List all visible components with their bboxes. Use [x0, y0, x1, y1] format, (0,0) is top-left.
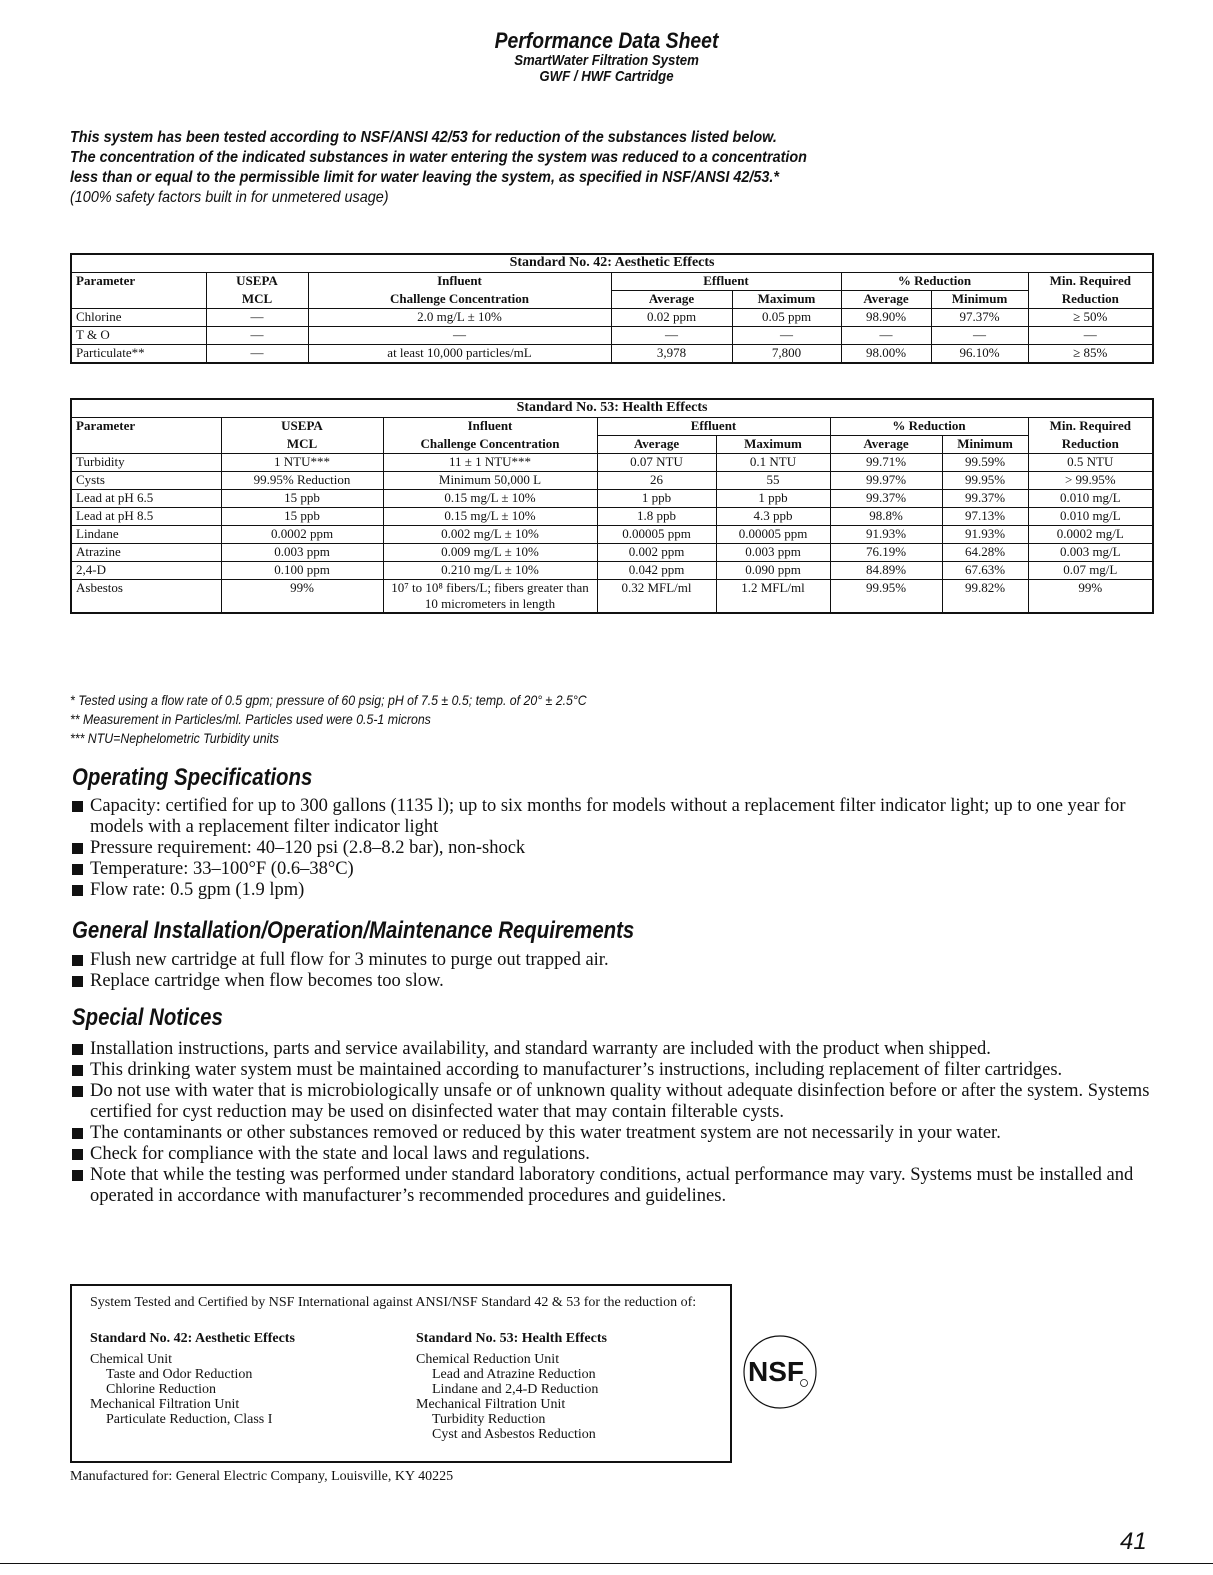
- bullet-text: Flush new cartridge at full flow for 3 minutes to purge out trapped air.: [90, 950, 609, 970]
- cert-line: Chemical Reduction Unit: [416, 1352, 560, 1367]
- bullet-icon: [72, 801, 83, 812]
- table-cell: Minimum 50,000 L: [383, 472, 597, 490]
- header-maximum: Maximum: [732, 291, 841, 309]
- table-cell: 0.042 ppm: [597, 562, 716, 580]
- table-cell: 96.10%: [931, 345, 1028, 364]
- table-cell: 2.0 mg/L ± 10%: [308, 309, 611, 327]
- bullet-text: Capacity: certified for up to 300 gallons (1135 l); up to six months for models without a replacement filter indicator light; up to one year for models with a replacement filter indicator light: [90, 796, 1126, 837]
- cert-line: Lead and Atrazine Reduction: [432, 1367, 596, 1382]
- table-53-body: [71, 454, 1153, 614]
- table-cell: 99.95%: [942, 472, 1028, 490]
- table-cell: 3,978: [611, 345, 732, 364]
- row-parameter: Turbidity: [71, 454, 221, 472]
- table-cell: 0.100 ppm: [221, 562, 383, 580]
- table-row: [71, 454, 1153, 472]
- bullet-item: [70, 1039, 1160, 1060]
- bullet-item: [70, 796, 1160, 838]
- table-cell: 99%: [1028, 580, 1153, 614]
- bullet-icon: [72, 1086, 83, 1097]
- nsf-logo: [742, 1334, 818, 1410]
- bullet-item: [70, 859, 1160, 880]
- bullet-icon: [72, 1044, 83, 1055]
- table-cell: —: [1028, 327, 1153, 345]
- table-cell: 1 ppb: [716, 490, 830, 508]
- header-challenge: Challenge Concentration: [308, 291, 611, 309]
- bullet-item: [70, 1060, 1160, 1081]
- header-influent: Influent: [383, 418, 597, 436]
- standard-42-table: [70, 253, 1154, 364]
- table-cell: 0.0002 mg/L: [1028, 526, 1153, 544]
- cert-line: Chemical Unit: [90, 1352, 173, 1367]
- cert-line: Chlorine Reduction: [106, 1382, 217, 1397]
- header-average: Average: [597, 436, 716, 454]
- table-cell: 99.71%: [830, 454, 942, 472]
- intro-line: The concentration of the indicated substances in water entering the system was reduced to a concentration: [70, 149, 807, 166]
- table-42-body: [71, 309, 1153, 364]
- bullet-icon: [72, 1170, 83, 1181]
- footnote: ** Measurement in Particles/ml. Particles used were 0.5-1 microns: [70, 711, 431, 727]
- cert-line: Particulate Reduction, Class I: [106, 1412, 273, 1427]
- table-row: [71, 309, 1153, 327]
- table-cell: 98.8%: [830, 508, 942, 526]
- bullet-text: Flow rate: 0.5 gpm (1.9 lpm): [90, 880, 305, 900]
- nsf-logo-text: NSF: [748, 1356, 804, 1387]
- table-cell: 64.28%: [942, 544, 1028, 562]
- table-cell: 0.00005 ppm: [716, 526, 830, 544]
- bullet-icon: [72, 955, 83, 966]
- table-cell: 98.90%: [841, 309, 931, 327]
- header-maximum: Maximum: [716, 436, 830, 454]
- header-average: Average: [830, 436, 942, 454]
- header-min-required: Min. Required: [1028, 273, 1153, 291]
- table-cell: 91.93%: [830, 526, 942, 544]
- table-cell: 1.2 MFL/ml: [716, 580, 830, 614]
- footnote: * Tested using a flow rate of 0.5 gpm; pressure of 60 psig; pH of 7.5 ± 0.5; temp. of 20° ± 2.5°C: [70, 692, 587, 708]
- intro-text: [70, 128, 1170, 208]
- cert-line: Turbidity Reduction: [432, 1412, 546, 1427]
- table-cell: 0.003 mg/L: [1028, 544, 1153, 562]
- table-cell: 99.95% Reduction: [221, 472, 383, 490]
- table-cell: 4.3 ppb: [716, 508, 830, 526]
- table-cell: 76.19%: [830, 544, 942, 562]
- table-cell: 0.15 mg/L ± 10%: [383, 508, 597, 526]
- cert-line: Cyst and Asbestos Reduction: [432, 1427, 596, 1442]
- bullet-item: [70, 950, 1160, 971]
- row-parameter: Atrazine: [71, 544, 221, 562]
- table-cell: 0.07 mg/L: [1028, 562, 1153, 580]
- table-cell: —: [206, 327, 308, 345]
- certification-box: [70, 1284, 732, 1463]
- special-notices-list: [70, 1039, 1160, 1207]
- bullet-text: The contaminants or other substances removed or reduced by this water treatment system are not necessarily in your water.: [90, 1123, 1001, 1143]
- table-cell: 10⁷ to 10⁸ fibers/L; fibers greater than 10 micrometers in length: [383, 580, 597, 614]
- header-reduction: % Reduction: [830, 418, 1028, 436]
- table-cell: > 99.95%: [1028, 472, 1153, 490]
- table-cell: 0.003 ppm: [221, 544, 383, 562]
- table-cell: 0.32 MFL/ml: [597, 580, 716, 614]
- table-cell: 0.009 mg/L ± 10%: [383, 544, 597, 562]
- header-reduction: % Reduction: [841, 273, 1028, 291]
- table-cell: 99.37%: [830, 490, 942, 508]
- table-cell: —: [206, 309, 308, 327]
- bullet-icon: [72, 843, 83, 854]
- table-cell: 99.97%: [830, 472, 942, 490]
- bullet-item: [70, 1144, 1160, 1165]
- bullet-text: Do not use with water that is microbiologically unsafe or of unknown quality without adequate disinfection before or after the system. Systems certified for cyst reduction may be used on disinfected water that may contain filterable cysts.: [90, 1081, 1150, 1122]
- header-reduction-word: Reduction: [1028, 436, 1153, 454]
- table-cell: —: [931, 327, 1028, 345]
- bullet-text: Check for compliance with the state and local laws and regulations.: [90, 1144, 590, 1164]
- table-cell: 55: [716, 472, 830, 490]
- bullet-icon: [72, 864, 83, 875]
- special-notices-heading: Special Notices: [72, 1004, 223, 1031]
- bullet-icon: [72, 885, 83, 896]
- bullet-item: [70, 971, 1160, 992]
- table-cell: 99.82%: [942, 580, 1028, 614]
- bullet-icon: [72, 1128, 83, 1139]
- header-mcl: MCL: [206, 291, 308, 309]
- table-cell: —: [308, 327, 611, 345]
- table-cell: 0.5 NTU: [1028, 454, 1153, 472]
- table-title: Standard No. 53: Health Effects: [71, 399, 1153, 418]
- cert-line: Mechanical Filtration Unit: [416, 1397, 566, 1412]
- footnotes: [70, 691, 657, 748]
- operating-specifications-list: [70, 796, 1160, 901]
- bullet-item: [70, 1081, 1160, 1123]
- footnote: *** NTU=Nephelometric Turbidity units: [70, 730, 279, 746]
- table-cell: 0.010 mg/L: [1028, 508, 1153, 526]
- table-cell: 0.010 mg/L: [1028, 490, 1153, 508]
- bullet-text: This drinking water system must be maintained according to manufacturer’s instructions, including replacement of filter cartridges.: [90, 1060, 1063, 1080]
- table-cell: 0.05 ppm: [732, 309, 841, 327]
- table-cell: ≥ 50%: [1028, 309, 1153, 327]
- table-row: [71, 327, 1153, 345]
- intro-note: (100% safety factors built in for unmetered usage): [70, 189, 389, 206]
- table-cell: 0.1 NTU: [716, 454, 830, 472]
- row-parameter: Chlorine: [71, 309, 206, 327]
- bullet-text: Replace cartridge when flow becomes too slow.: [90, 971, 444, 991]
- table-cell: 91.93%: [942, 526, 1028, 544]
- table-cell: 97.13%: [942, 508, 1028, 526]
- table-cell: 0.0002 ppm: [221, 526, 383, 544]
- header-challenge: Challenge Concentration: [383, 436, 597, 454]
- page-subtitle-cartridge: GWF / HWF Cartridge: [539, 68, 674, 85]
- bullet-icon: [72, 976, 83, 987]
- bullet-text: Installation instructions, parts and service availability, and standard warranty are included with the product when shipped.: [90, 1039, 991, 1059]
- intro-line: less than or equal to the permissible limit for water leaving the system, as specified in NSF/ANSI 42/53.*: [70, 169, 780, 186]
- bullet-item: [70, 838, 1160, 859]
- table-cell: ≥ 85%: [1028, 345, 1153, 364]
- table-cell: 97.37%: [931, 309, 1028, 327]
- table-cell: —: [841, 327, 931, 345]
- bottom-rule: [0, 1563, 1213, 1564]
- table-row: [71, 562, 1153, 580]
- table-cell: 99%: [221, 580, 383, 614]
- table-cell: 15 ppb: [221, 490, 383, 508]
- cert-line: Mechanical Filtration Unit: [90, 1397, 240, 1412]
- header-average: Average: [841, 291, 931, 309]
- bullet-text: Pressure requirement: 40–120 psi (2.8–8.2 bar), non-shock: [90, 838, 526, 858]
- table-row: [71, 544, 1153, 562]
- table-row: [71, 580, 1153, 614]
- table-title: Standard No. 42: Aesthetic Effects: [71, 254, 1153, 273]
- row-parameter: Particulate**: [71, 345, 206, 364]
- row-parameter: T & O: [71, 327, 206, 345]
- header-effluent: Effluent: [597, 418, 830, 436]
- table-cell: —: [732, 327, 841, 345]
- header-min-required: Min. Required: [1028, 418, 1153, 436]
- page-subtitle: SmartWater Filtration System: [514, 52, 699, 69]
- cert-right-heading: Standard No. 53: Health Effects: [416, 1331, 607, 1346]
- header-usepa: USEPA: [206, 273, 308, 291]
- cert-line: Taste and Odor Reduction: [106, 1367, 253, 1382]
- table-cell: 99.95%: [830, 580, 942, 614]
- table-cell: 0.210 mg/L ± 10%: [383, 562, 597, 580]
- table-cell: 26: [597, 472, 716, 490]
- table-cell: 84.89%: [830, 562, 942, 580]
- bullet-item: [70, 880, 1160, 901]
- page-header: [0, 30, 1213, 84]
- table-cell: 0.002 mg/L ± 10%: [383, 526, 597, 544]
- row-parameter: Lead at pH 6.5: [71, 490, 221, 508]
- standard-53-table: [70, 398, 1154, 614]
- cert-line: Lindane and 2,4-D Reduction: [432, 1382, 599, 1397]
- table-row: [71, 508, 1153, 526]
- header-reduction-word: Reduction: [1028, 291, 1153, 309]
- intro-line: This system has been tested according to NSF/ANSI 42/53 for reduction of the substances listed below.: [70, 129, 777, 146]
- table-cell: 7,800: [732, 345, 841, 364]
- cert-intro: System Tested and Certified by NSF International against ANSI/NSF Standard 42 & 53 for the reduction of:: [90, 1295, 697, 1310]
- table-cell: 11 ± 1 NTU***: [383, 454, 597, 472]
- table-cell: 1.8 ppb: [597, 508, 716, 526]
- table-cell: 1 NTU***: [221, 454, 383, 472]
- table-cell: 15 ppb: [221, 508, 383, 526]
- general-requirements-list: [70, 950, 1160, 992]
- bullet-icon: [72, 1149, 83, 1160]
- row-parameter: Lindane: [71, 526, 221, 544]
- header-average: Average: [611, 291, 732, 309]
- operating-specifications-heading: Operating Specifications: [72, 764, 313, 791]
- table-cell: —: [611, 327, 732, 345]
- table-cell: 0.090 ppm: [716, 562, 830, 580]
- header-influent: Influent: [308, 273, 611, 291]
- table-cell: 98.00%: [841, 345, 931, 364]
- bullet-item: [70, 1123, 1160, 1144]
- table-cell: 1 ppb: [597, 490, 716, 508]
- bullet-text: Temperature: 33–100°F (0.6–38°C): [90, 859, 354, 879]
- table-row: [71, 472, 1153, 490]
- header-usepa: USEPA: [221, 418, 383, 436]
- bullet-icon: [72, 1065, 83, 1076]
- row-parameter: Cysts: [71, 472, 221, 490]
- header-effluent: Effluent: [611, 273, 841, 291]
- table-cell: 99.37%: [942, 490, 1028, 508]
- table-cell: 0.07 NTU: [597, 454, 716, 472]
- header-mcl: MCL: [221, 436, 383, 454]
- table-cell: at least 10,000 particles/mL: [308, 345, 611, 364]
- header-minimum: Minimum: [942, 436, 1028, 454]
- table-cell: —: [206, 345, 308, 364]
- table-cell: 67.63%: [942, 562, 1028, 580]
- header-minimum: Minimum: [931, 291, 1028, 309]
- table-row: [71, 526, 1153, 544]
- table-cell: 0.002 ppm: [597, 544, 716, 562]
- table-row: [71, 345, 1153, 364]
- bullet-item: [70, 1165, 1160, 1207]
- page-title: Performance Data Sheet: [494, 28, 719, 53]
- table-cell: 0.003 ppm: [716, 544, 830, 562]
- general-requirements-heading: General Installation/Operation/Maintenance Requirements: [72, 917, 635, 944]
- table-cell: 99.59%: [942, 454, 1028, 472]
- cert-standard-53-column: [416, 1331, 607, 1442]
- table-row: [71, 490, 1153, 508]
- header-parameter: Parameter: [71, 273, 206, 309]
- row-parameter: Asbestos: [71, 580, 221, 614]
- header-parameter: Parameter: [71, 418, 221, 454]
- table-cell: 0.00005 ppm: [597, 526, 716, 544]
- page-number: 41: [1120, 1528, 1147, 1555]
- cert-left-heading: Standard No. 42: Aesthetic Effects: [90, 1331, 295, 1346]
- bullet-text: Note that while the testing was performed under standard laboratory conditions, actual performance may vary. Systems must be installed and operated in accordance with manufacturer’s recommended procedures and guidelines.: [90, 1165, 1134, 1206]
- table-cell: 0.02 ppm: [611, 309, 732, 327]
- table-cell: 0.15 mg/L ± 10%: [383, 490, 597, 508]
- row-parameter: 2,4-D: [71, 562, 221, 580]
- cert-standard-42-column: [90, 1331, 295, 1427]
- manufacturer-line: Manufactured for: General Electric Company, Louisville, KY 40225: [70, 1469, 454, 1484]
- row-parameter: Lead at pH 8.5: [71, 508, 221, 526]
